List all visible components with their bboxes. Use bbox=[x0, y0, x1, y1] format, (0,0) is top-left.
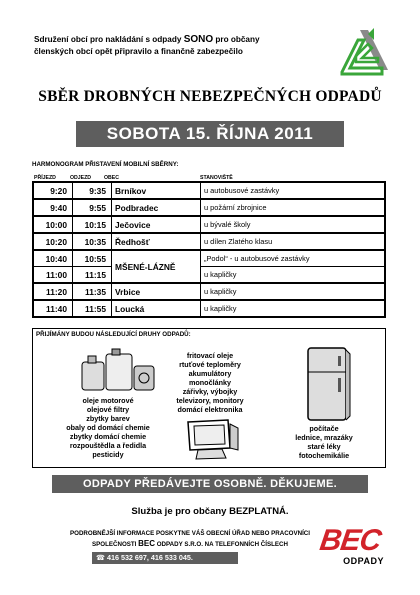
header-text-part: pro občany bbox=[213, 35, 260, 44]
header-text bbox=[34, 34, 352, 58]
waste-item: olejové filtry bbox=[86, 405, 130, 414]
waste-list-middle bbox=[154, 351, 266, 414]
table-row bbox=[33, 199, 385, 216]
waste-item: rtuťové teploměry bbox=[179, 360, 241, 369]
waste-item: staré léky bbox=[307, 442, 341, 451]
header-line-2: členských obcí opět připravilo a finančně zabezpečilo bbox=[34, 47, 243, 56]
depart-time: 9:35 bbox=[73, 182, 112, 199]
village-name: Loucká bbox=[112, 300, 201, 317]
waste-item: pesticidy bbox=[92, 450, 124, 459]
header-text-part: Sdružení obcí pro nakládání s odpady bbox=[34, 35, 184, 44]
schedule-title: HARMONOGRAM PŘISTAVENÍ MOBILNÍ SBĚRNY: bbox=[32, 161, 179, 168]
depart-time: 9:55 bbox=[73, 199, 112, 216]
waste-item: zářivky, výbojky bbox=[182, 387, 238, 396]
bec-logo-text: BEC bbox=[317, 524, 383, 557]
waste-item: lednice, mrazáky bbox=[295, 433, 353, 442]
village-name: Vrbice bbox=[112, 283, 201, 300]
fridge-icon bbox=[304, 346, 352, 422]
col-header-place: STANOVIŠTĚ bbox=[200, 175, 233, 181]
arrive-time: 9:20 bbox=[33, 182, 73, 199]
waste-list-left bbox=[48, 396, 168, 459]
depart-time: 11:55 bbox=[73, 300, 112, 317]
bec-logo-subtitle: ODPADY bbox=[343, 556, 384, 566]
header-line-1 bbox=[34, 34, 352, 46]
free-text-emphasis: BEZPLATNÁ. bbox=[229, 506, 289, 517]
notice-banner: ODPADY PŘEDÁVEJTE OSOBNĚ. DĚKUJEME. bbox=[52, 475, 368, 493]
schedule-table bbox=[32, 181, 386, 318]
computer-monitor-icon bbox=[182, 418, 242, 462]
arrive-time: 10:00 bbox=[33, 216, 73, 233]
arrive-time: 10:20 bbox=[33, 233, 73, 250]
depart-time: 10:55 bbox=[73, 250, 112, 267]
waste-item: počítače bbox=[309, 424, 339, 433]
col-header-village: OBEC bbox=[104, 175, 119, 181]
table-row bbox=[33, 267, 385, 284]
stop-place: u požární zbrojnice bbox=[201, 199, 386, 216]
waste-item: televizory, monitory bbox=[176, 396, 244, 405]
waste-item: monočlánky bbox=[189, 378, 231, 387]
contact-line-1: PODROBNĚJŠÍ INFORMACE POSKYTNE VÁŠ OBECNÍ ÚŘAD NEBO PRACOVNÍCI bbox=[70, 530, 310, 537]
stop-place: „Podol“ - u autobusové zastávky bbox=[201, 250, 386, 267]
table-row bbox=[33, 216, 385, 233]
waste-item: rozpouštědla a ředidla bbox=[69, 441, 147, 450]
stop-place: u autobusové zastávky bbox=[201, 182, 386, 199]
village-name: Brníkov bbox=[112, 182, 201, 199]
phone-icon: ☎ bbox=[96, 553, 105, 562]
canisters-icon bbox=[78, 348, 158, 394]
sono-logo-icon bbox=[338, 26, 396, 78]
depart-time: 11:15 bbox=[73, 267, 112, 284]
stop-place: u kapličky bbox=[201, 300, 386, 317]
waste-item: fotochemikálie bbox=[298, 451, 350, 460]
table-row bbox=[33, 283, 385, 300]
stop-place: u kapličky bbox=[201, 283, 386, 300]
depart-time: 10:35 bbox=[73, 233, 112, 250]
village-name: MŠENÉ-LÁZNĚ bbox=[112, 250, 201, 283]
waste-item: domácí elektronika bbox=[177, 405, 243, 414]
village-name: Podbradec bbox=[112, 199, 201, 216]
waste-list-right bbox=[274, 424, 374, 460]
col-header-arrive: PŘÍJEZD bbox=[34, 175, 56, 181]
contact-text-part: SPOLEČNOSTI bbox=[92, 541, 139, 548]
stop-place: u bývalé školy bbox=[201, 216, 386, 233]
sono-name: SONO bbox=[183, 34, 214, 45]
contact-text-part: ODPADY S.R.O. NA TELEFONNÍCH ČÍSLECH bbox=[155, 541, 288, 548]
date-banner: SOBOTA 15. ŘÍJNA 2011 bbox=[76, 121, 344, 147]
table-row bbox=[33, 182, 385, 199]
waste-item: oleje motorové bbox=[82, 396, 134, 405]
bec-logo bbox=[317, 524, 390, 566]
waste-types-title: PŘIJÍMÁNY BUDOU NÁSLEDUJÍCÍ DRUHY ODPADŮ: bbox=[36, 331, 191, 338]
stop-place: u kapličky bbox=[201, 267, 386, 284]
waste-item: fritovací oleje bbox=[186, 351, 234, 360]
arrive-time: 11:40 bbox=[33, 300, 73, 317]
waste-item: akumulátory bbox=[188, 369, 232, 378]
village-name: Ječovice bbox=[112, 216, 201, 233]
col-header-depart: ODJEZD bbox=[70, 175, 92, 181]
waste-item: zbytky barev bbox=[86, 414, 130, 423]
bec-name: BEC bbox=[138, 539, 156, 548]
depart-time: 10:15 bbox=[73, 216, 112, 233]
contact-info bbox=[60, 529, 320, 550]
depart-time: 11:35 bbox=[73, 283, 112, 300]
free-text-part: Služba je pro občany bbox=[131, 506, 230, 517]
phone-numbers bbox=[92, 552, 238, 564]
arrive-time: 10:40 bbox=[33, 250, 73, 267]
arrive-time: 9:40 bbox=[33, 199, 73, 216]
page-title: SBĚR DROBNÝCH NEBEZPEČNÝCH ODPADŮ bbox=[38, 88, 382, 105]
table-row bbox=[33, 250, 385, 267]
table-row bbox=[33, 233, 385, 250]
arrive-time: 11:20 bbox=[33, 283, 73, 300]
free-service-text bbox=[60, 506, 360, 517]
contact-line-2 bbox=[60, 539, 320, 550]
table-row bbox=[33, 300, 385, 317]
arrive-time: 11:00 bbox=[33, 267, 73, 284]
village-name: Ředhošť bbox=[112, 233, 201, 250]
waste-item: zbytky domácí chemie bbox=[69, 432, 147, 441]
stop-place: u dílen Zlatého klasu bbox=[201, 233, 386, 250]
waste-item: obaly od domácí chemie bbox=[66, 423, 150, 432]
phone-number-text: 416 532 697, 416 533 045. bbox=[106, 553, 193, 562]
